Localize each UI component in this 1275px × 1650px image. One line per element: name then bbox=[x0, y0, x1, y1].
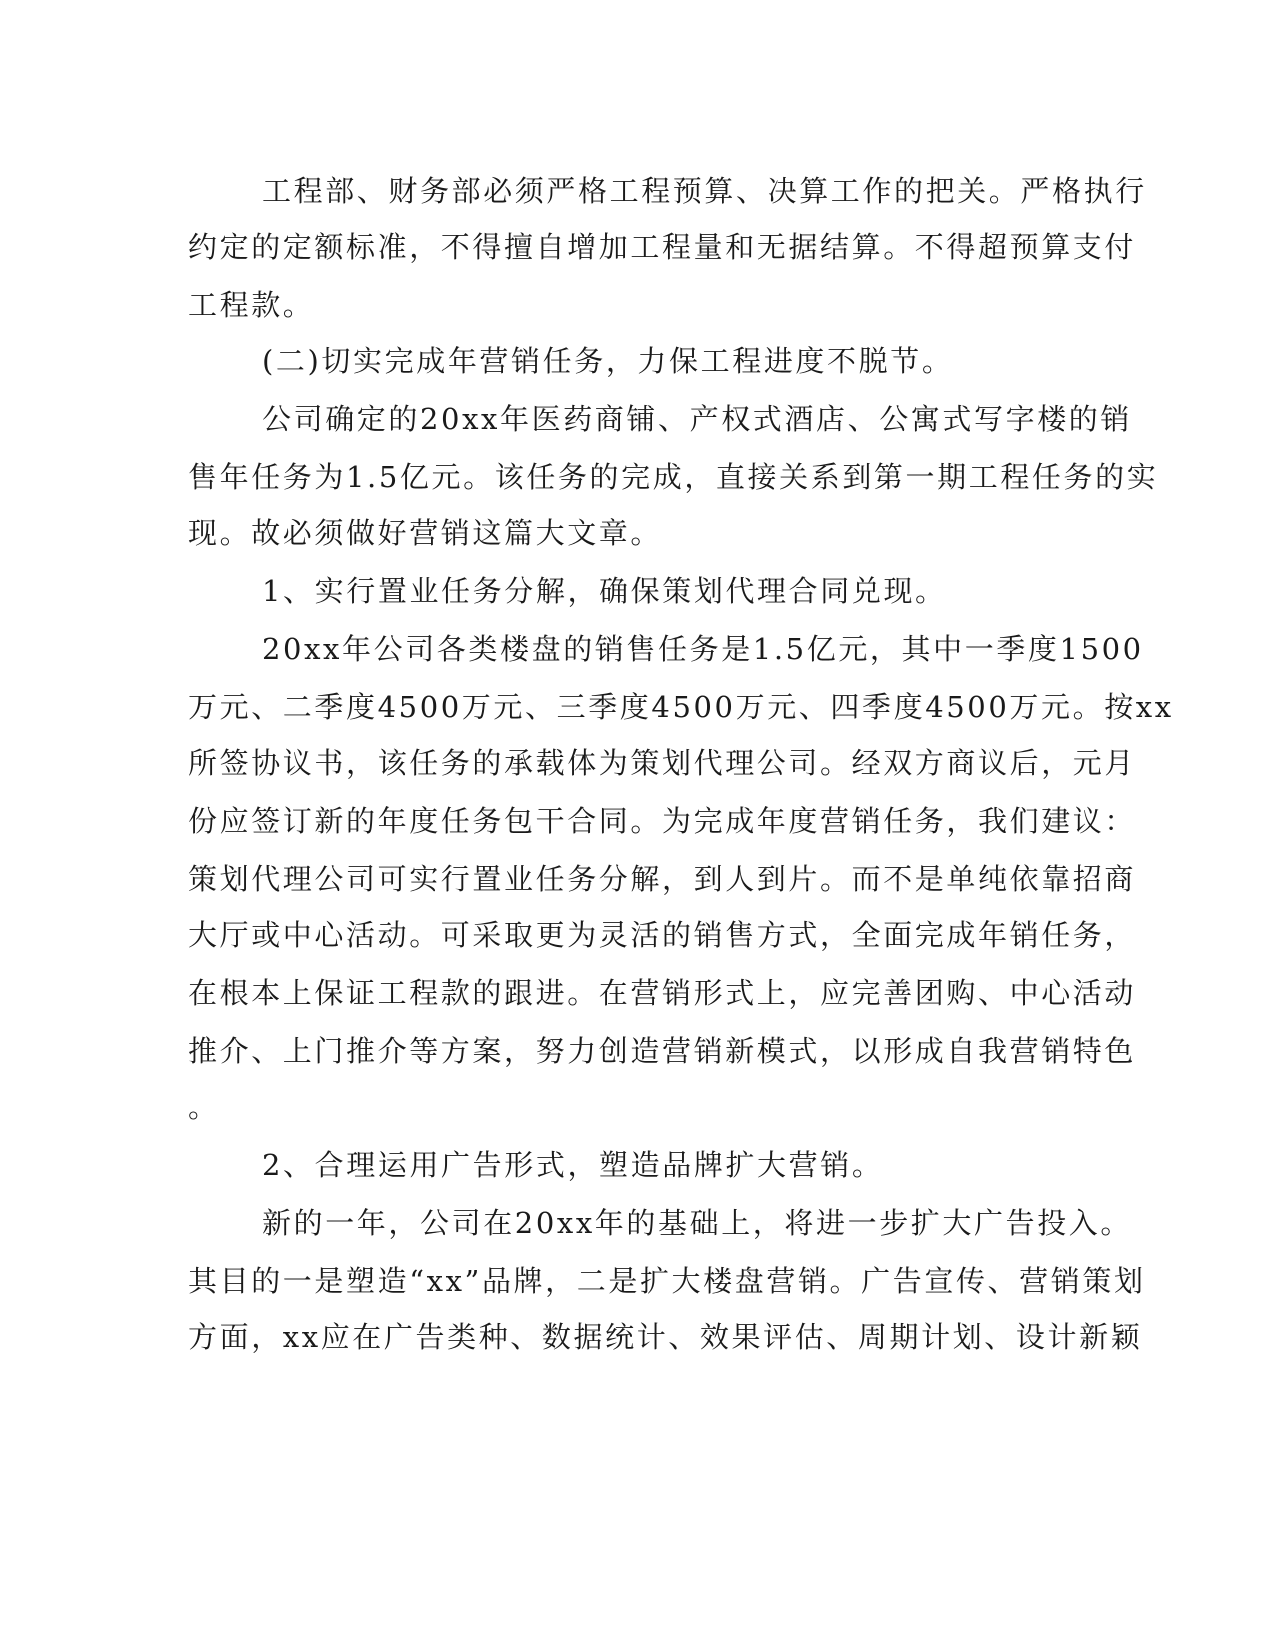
text-line: 新的一年，公司在20xx年的基础上，将进一步扩大广告投入。 bbox=[262, 1206, 1133, 1240]
subsection-heading: 2、合理运用广告形式，塑造品牌扩大营销。 bbox=[262, 1148, 884, 1182]
text-line: 20xx年公司各类楼盘的销售任务是1.5亿元，其中一季度1500 bbox=[262, 632, 1144, 666]
text-line: 策划代理公司可实行置业任务分解，到人到片。而不是单纯依靠招商 bbox=[188, 862, 1137, 896]
text-line: 份应签订新的年度任务包干合同。为完成年度营销任务，我们建议： bbox=[188, 804, 1137, 838]
text-line: 售年任务为1.5亿元。该任务的完成，直接关系到第一期工程任务的实 bbox=[188, 460, 1159, 494]
text-line: 其目的一是塑造“xx”品牌，二是扩大楼盘营销。广告宣传、营销策划 bbox=[188, 1264, 1146, 1298]
text-line: 约定的定额标准，不得擅自增加工程量和无据结算。不得超预算支付 bbox=[188, 230, 1137, 264]
text-line: 所签协议书，该任务的承载体为策划代理公司。经双方商议后，元月 bbox=[188, 746, 1137, 780]
subsection-heading: 1、实行置业任务分解，确保策划代理合同兑现。 bbox=[262, 574, 947, 608]
section-heading: (二)切实完成年营销任务，力保工程进度不脱节。 bbox=[262, 344, 954, 378]
text-line: 现。故必须做好营销这篇大文章。 bbox=[188, 516, 663, 550]
text-line: 大厅或中心活动。可采取更为灵活的销售方式，全面完成年销任务， bbox=[188, 918, 1137, 952]
text-line: 工程部、财务部必须严格工程预算、决算工作的把关。严格执行 bbox=[262, 174, 1147, 208]
text-line: 在根本上保证工程款的跟进。在营销形式上，应完善团购、中心活动 bbox=[188, 976, 1137, 1010]
text-line: 方面，xx应在广告类种、数据统计、效果评估、周期计划、设计新颖 bbox=[188, 1320, 1143, 1354]
text-line: 工程款。 bbox=[188, 288, 315, 322]
text-line: 万元、二季度4500万元、三季度4500万元、四季度4500万元。按xx bbox=[188, 690, 1174, 724]
text-line: 公司确定的20xx年医药商铺、产权式酒店、公寓式写字楼的销 bbox=[262, 402, 1133, 436]
text-line: 。 bbox=[188, 1090, 220, 1124]
text-line: 推介、上门推介等方案，努力创造营销新模式，以形成自我营销特色 bbox=[188, 1034, 1137, 1068]
